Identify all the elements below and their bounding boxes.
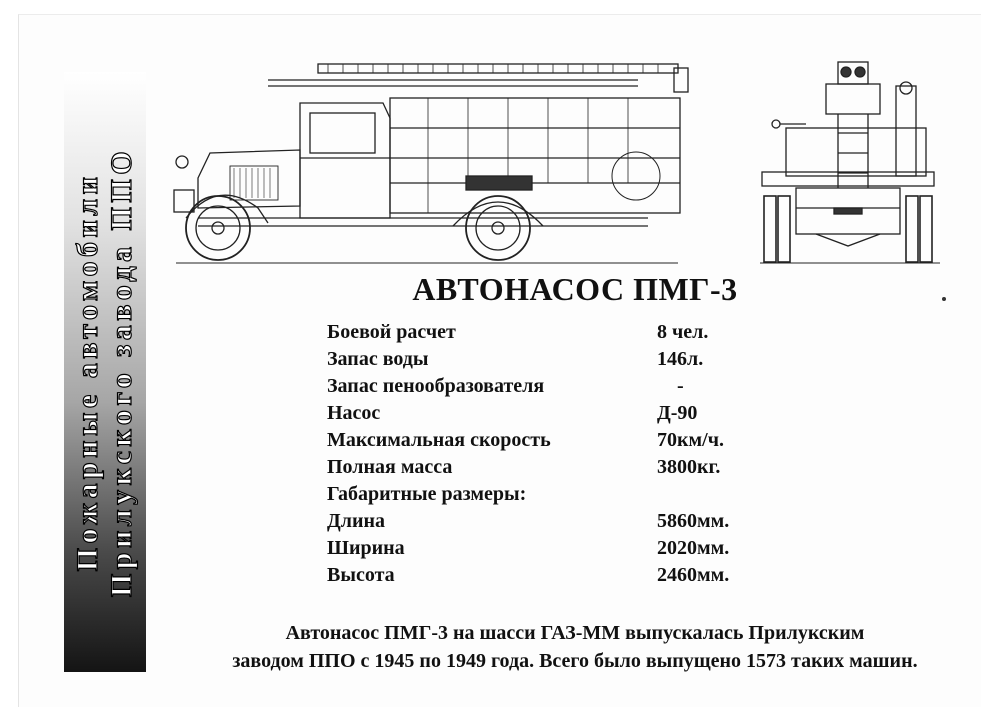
- spec-row: [327, 508, 787, 535]
- description-line-2: заводом ППО с 1945 по 1949 года. Всего было выпущено 1573 таких машин.: [232, 650, 918, 672]
- banner-line-2: Прилукского завода ППО: [105, 146, 138, 598]
- spec-row: [327, 454, 787, 481]
- vehicle-title: АВТОНАСОС ПМГ-3: [412, 271, 738, 307]
- spec-row: [327, 400, 787, 427]
- spec-value: 2460мм.: [657, 564, 730, 586]
- spec-value: Д-90: [657, 402, 698, 424]
- spec-value: 3800кг.: [657, 456, 721, 478]
- description-text: [150, 619, 1000, 675]
- spec-row: [327, 481, 787, 508]
- spec-row: [327, 427, 787, 454]
- spec-label: Боевой расчет: [327, 321, 456, 343]
- spec-table: [327, 319, 787, 589]
- spec-value: -: [677, 375, 684, 397]
- vertical-banner: [64, 72, 146, 672]
- spec-row: [327, 562, 787, 589]
- spec-row: [327, 373, 787, 400]
- truck-side-view-drawing: [168, 58, 694, 268]
- spec-row: [327, 319, 787, 346]
- spec-label: Длина: [327, 510, 386, 532]
- banner-line-1: Пожарные автомобили: [71, 172, 104, 572]
- spec-label: Запас воды: [327, 348, 429, 370]
- spec-label: Высота: [327, 564, 395, 586]
- description-line-1: Автонасос ПМГ-3 на шасси ГАЗ-ММ выпускалась Прилукским: [285, 622, 865, 644]
- spec-value: 146л.: [657, 348, 704, 370]
- spec-label: Габаритные размеры:: [327, 483, 527, 505]
- spec-value: 2020мм.: [657, 537, 730, 559]
- spec-label: Запас пенообразователя: [327, 375, 545, 397]
- spec-label: Ширина: [327, 537, 405, 559]
- spec-value: 5860мм.: [657, 510, 730, 532]
- spec-label: Полная масса: [327, 456, 453, 478]
- print-speck: [942, 297, 946, 301]
- truck-front-view-drawing: [756, 58, 940, 268]
- spec-label: Максимальная скорость: [327, 429, 551, 451]
- banner-text: [71, 72, 139, 672]
- spec-row: [327, 535, 787, 562]
- spec-row: [327, 346, 787, 373]
- spec-label: Насос: [327, 402, 381, 424]
- spec-value: 8 чел.: [657, 321, 709, 343]
- spec-value: 70км/ч.: [657, 429, 724, 451]
